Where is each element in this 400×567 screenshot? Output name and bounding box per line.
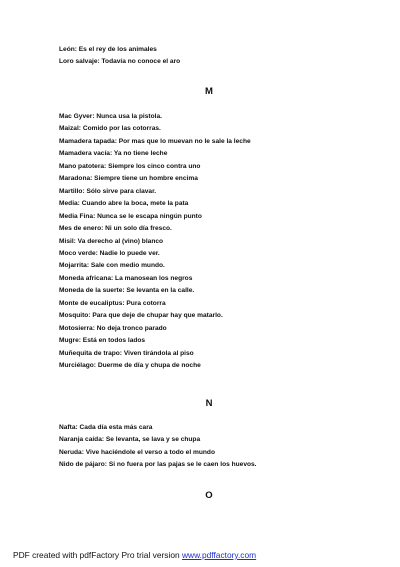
pdf-footer [13,550,256,560]
list-item: Maizal: Comido por las cotorras. [59,125,161,133]
list-item: Mugre: Está en todos lados [59,337,146,345]
list-item: Nido de pájaro: Si no fuera por las pajas se le caen los huevos. [59,461,257,469]
list-item: Media: Cuando abre la boca, mete la pata [59,200,189,208]
list-item: Monte de eucaliptus: Pura cotorra [59,299,166,307]
section-letter-o: O [205,490,213,501]
entries-n-list [59,422,359,472]
list-item: Mano patotera: Siempre los cinco contra uno [59,162,201,170]
footer-text: PDF created with pdfFactory Pro trial version [13,550,182,560]
section-letter-n: N [205,398,213,409]
section-letter-m: M [205,86,213,97]
list-item: Maradona: Siempre tiene un hombre encima [59,175,198,183]
list-item: Media Fina: Nunca se le escapa ningún punto [59,212,202,220]
list-item: Moneda de la suerte: Se levanta en la calle. [59,287,195,295]
list-item: Loro salvaje: Todavía no conoce el aro [59,58,181,66]
list-item: Mosquito: Para que deje de chupar hay que matarlo. [59,312,223,320]
list-item: Moneda africana: La manosean los negros [59,274,193,282]
list-item: Nafta: Cada día esta más cara [59,424,153,431]
footer-link[interactable]: www.pdffactory.com [181,550,257,560]
list-item: Mamadera vacía: Ya no tiene leche [59,150,168,158]
list-item: Murciélago: Duerme de día y chupa de noche [59,362,201,370]
list-item: Mojarrita: Sale con medio mundo. [59,262,165,270]
list-item: Misil: Va derecho al (vino) blanco [59,237,164,245]
list-item: Mes de enero: Ni un solo día fresco. [59,225,172,233]
entries-l-list [59,44,359,69]
list-item: Mamadera tapada: Por mas que lo muevan no le sale la leche [59,137,251,145]
entries-m-list [59,111,359,373]
list-item: Naranja caída: Se levanta, se lava y se chupa [59,436,201,444]
list-item: Mac Gyver: Nunca usa la pistola. [59,113,162,120]
list-item: Neruda: Vive haciéndole el verso a todo el mundo [59,448,215,456]
list-item: Martillo: Sólo sirve para clavar. [59,187,157,195]
list-item: Moco verde: Nadie lo puede ver. [59,249,160,257]
list-item: Motosierra: No deja tronco parado [59,324,167,332]
list-item: Muñequita de trapo: Viven tirándola al piso [59,349,194,357]
list-item: León: Es el rey de los animales [59,46,157,53]
